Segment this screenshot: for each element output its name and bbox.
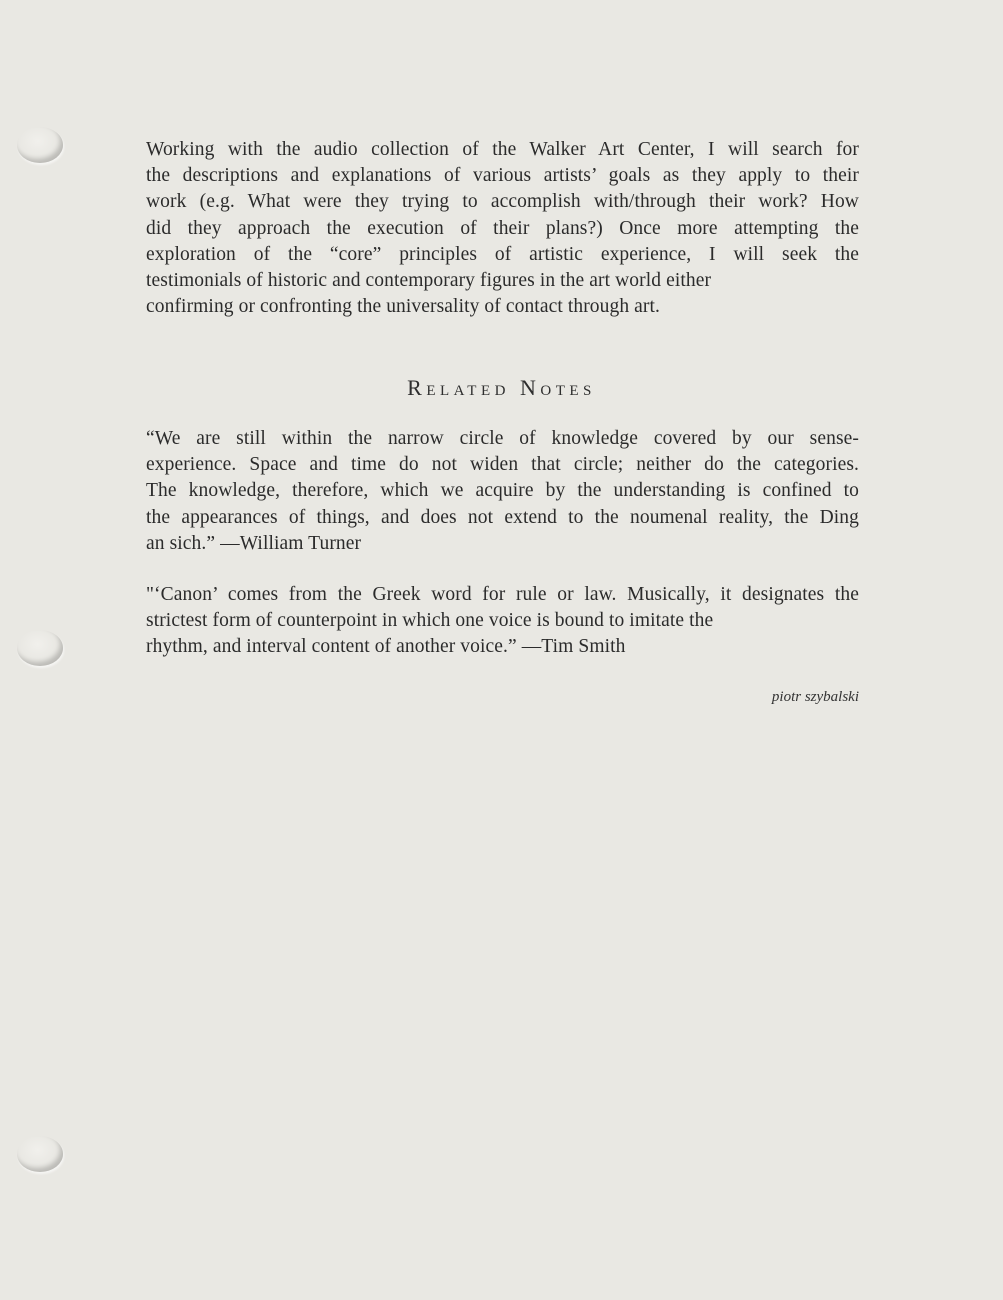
- intro-line: Working with the audio collection of the Walker Art Center, I will search for: [146, 139, 859, 160]
- quote-line: experience. Space and time do not widen that circle; neither do the categories.: [146, 454, 859, 476]
- intro-line: confirming or confronting the universality of contact through art.: [146, 296, 660, 318]
- quote-line: rhythm, and interval content of another voice.” —Tim Smith: [146, 636, 626, 658]
- author-signature: piotr szybalski: [771, 689, 859, 705]
- quote-line: The knowledge, therefore, which we acquire by the understanding is confined to: [146, 480, 859, 502]
- intro-line: work (e.g. What were they trying to accomplish with/through their work? How: [146, 191, 859, 213]
- intro-line: the descriptions and explanations of various artists’ goals as they apply to their: [146, 165, 859, 187]
- quote-tim-smith: [146, 582, 859, 661]
- section-heading: Related Notes: [407, 375, 596, 400]
- quote-line: "‘Canon’ comes from the Greek word for rule or law. Musically, it designates the: [146, 584, 859, 605]
- intro-line: did they approach the execution of their plans?) Once more attempting the: [146, 217, 859, 239]
- quote-line: “We are still within the narrow circle of knowledge covered by our sense-: [146, 428, 859, 449]
- intro-line: testimonials of historic and contemporary figures in the art world either: [146, 270, 712, 292]
- quote-line: the appearances of things, and does not extend to the noumenal reality, the Ding: [146, 506, 859, 528]
- quote-line: an sich.” —William Turner: [146, 532, 362, 554]
- punch-hole: [17, 127, 63, 163]
- quote-william-turner: [146, 426, 859, 557]
- intro-line: exploration of the “core” principles of artistic experience, I will seek the: [146, 243, 859, 265]
- punch-hole: [17, 1136, 63, 1172]
- quote-line: strictest form of counterpoint in which one voice is bound to imitate the: [146, 610, 714, 632]
- intro-paragraph: [146, 137, 859, 320]
- punch-hole: [17, 630, 63, 666]
